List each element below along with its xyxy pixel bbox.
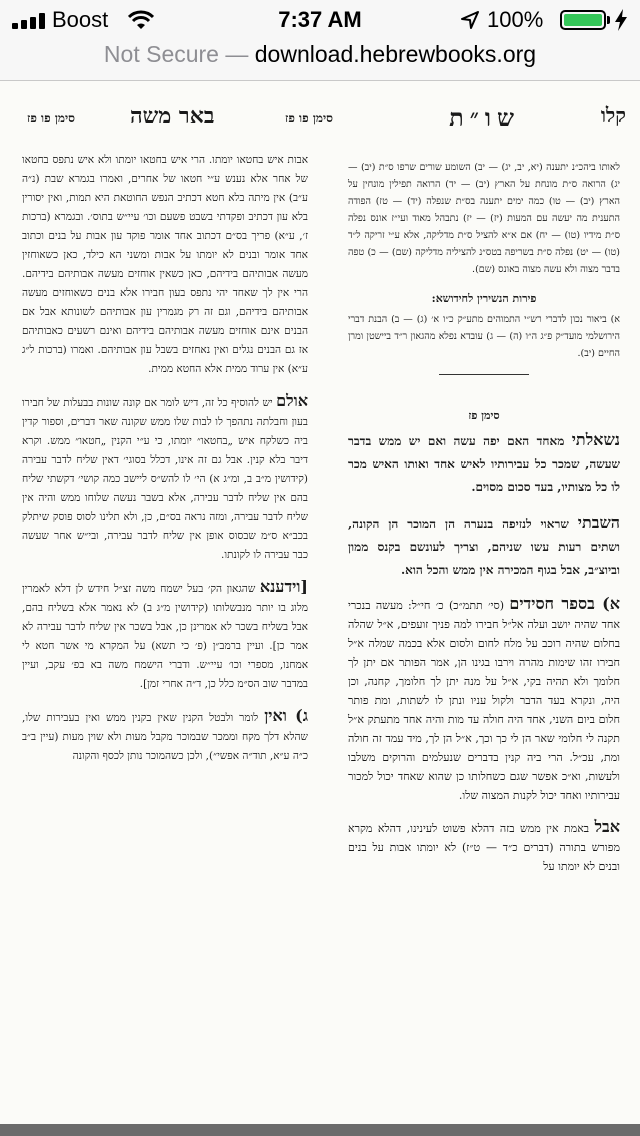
security-indicator: Not Secure [103, 41, 219, 67]
left-paragraph-2-lead: אולם [276, 391, 308, 410]
left-paragraph-3 [22, 577, 308, 694]
left-paragraph-2 [22, 391, 308, 565]
page-number: קלו [600, 103, 626, 127]
left-paragraph-1: אבות איש בחטאו יומתו. הרי איש בחטאו יומתו ולא איש נתפס בחטאו של אחר אלא נענש ע״י חטאו של אחרים, ואמרו בגמרא שבת (נ״ה ע״ב) אין מיתה בלא חטא דכתיב הנפש החוטאת היא תמות, ואין יסורין בלא עון דכתיב ופקדתי בשבט פשעם וכו׳ עיי״ש בתוס׳. ובגמרא (ברכות ז׳, ע״א) פריך בס״ם דכתוב אחד אומר פוקד עון אבות על בנים וכתוב אחד אומר ובנים לא יומתו על אבות ומשני הא כילד, כאן כשאוחזין מעשה אבותיהם בידיהם, כאן כשאין אוחזים מעשה אבותיהם בידיהם. הרי אין לך שאחד יהי נתפס בעון חבירו אלא בנים כשאוחזים מעשה אבותיהם בידיהם, וגם זה רק מגמרין עון אבותיהם לשונותא אבל אם הבנים אינם אוחזים מעשה אבותיהם בידיהם ואינם רשעים כאבותיהם אז גם הבנים נגלים ואין נאחזים בשבל עון אבותיהם. ואמרו (ברכות ל״ג ע״א) אין ערוד ממית אלא החטא ממית. [22, 154, 308, 375]
left-paragraph-4-lead: ג) ואין [264, 706, 308, 725]
url-domain: download.hebrewbooks.org [254, 41, 537, 67]
notes-paragraph: א) ביאור נכון לדברי רש״י התמוהים מתע״ק כ״ו א׳ (ג) — ב) הבנת דברי הירושלמי מועד״ק פ״ג ה״ו (ה) — ג) עובדא נפלא מהגאון ר״ד ביישטן ומרן החיים (יב). [348, 314, 620, 359]
book-name: באר משה [130, 103, 215, 129]
question-paragraph [348, 428, 620, 499]
battery-icon [560, 10, 606, 30]
left-paragraph-4 [22, 706, 308, 766]
left-paragraph-3-lead: [וידענא [259, 577, 308, 596]
answer-lead: השבתי [577, 513, 620, 532]
left-column [22, 151, 308, 778]
bottom-toolbar-edge [0, 1124, 640, 1136]
section1-lead: א) בספר חסידים [509, 594, 620, 613]
notes-heading: פירות הנשירין לחידושא: [431, 292, 537, 305]
section2-text: באמת אין ממש בזה דהלא פשוט לעינינו, דהלא מקרא מפורש בתורה (דברים כ״ד — ט״ז) לא יומתו אבות על בנים ובנים לא יומתו על [348, 822, 620, 873]
carrier-name: Boost [52, 7, 109, 32]
question-lead: נשאלתי [571, 430, 620, 449]
location-arrow-icon [461, 11, 479, 29]
section2-paragraph [348, 817, 620, 876]
siman-reference-left: סימן פו פז [27, 111, 75, 125]
left-paragraph-4-text: לומר ולבטל הקנין שאין בקנין ממש ואין בעבירות שלו, שהלא דלך מקח וממכר שבמוכר מקבל מעות ולא שוין מעות (עיין ב״ב כ״ה ע״א, תוד״ה אפשי״), ולכן כשהמוכר נותן לכסף והקונה [22, 712, 308, 762]
answer-text: שראוי לנזיפה בנערה הן המוכר הן הקונה, ושתים רעות עשו שניהם, וצריך לעונשם בקנס ממון וביוצ״ב, אבל בגוף המכירה אין ממש והכל הוא. [348, 517, 620, 577]
right-column [348, 159, 620, 888]
section1-paragraph [348, 594, 620, 805]
address-bar[interactable] [0, 40, 640, 81]
url-separator: — [225, 41, 249, 67]
index-paragraph: לאותו ביהכ״נ יתענה (יא, יב, יג) — יב) השומע שורים שרפו ס״ת (יב) — יג) הרואה ס״ת מונחת על הארץ (יב) — יד) הרואה תפילין מונחין על הארץ (יב) — טו) כמה ימים יתענה בס״ת שנפלה (יד) — טז) הפודה התענית מה יעשה עם המעות (יז) — יז) נתבהל מאוד ועי״ז אונס נפלה ס״ת מידיו (טו) — יח) אם א״א להציל ס״ת מדליקה, אלא ע״י זריקה ל״ד (טו) — יט) נפלה ס״ת בשריפה בטס״נ להציליה מדליקה (שם) — כ) טפה בדבר מצוה ולא עשה מצוה באונס (שם). [348, 162, 620, 275]
section2-lead: אבל [594, 817, 621, 836]
answer-paragraph [348, 511, 620, 582]
book-page[interactable] [0, 81, 640, 1124]
status-time: 7:37 AM [278, 7, 362, 32]
battery-nub [607, 16, 610, 24]
question-text: מאחד האם יפה עשה ואם יש ממש בדבר שעשה, שמכר כל עבירותיו לאיש אחד ואותו האיש מכר לו כל מצותיו, בעד סכום מסוים. [348, 434, 620, 494]
siman-reference: סימן פו פז [285, 111, 333, 125]
siman-heading: סימן פז [468, 409, 500, 422]
status-bar [0, 0, 640, 40]
charging-bolt-icon [614, 9, 628, 31]
section-divider [439, 374, 529, 375]
battery-level-fill [564, 14, 602, 26]
left-paragraph-3-text: שהגאון הק׳ בעל ישמח משה זצ״ל חידש לן דלא לאמרין מלוג בו יותר מנבשלותו (קידושין מ״ג ב) לא נאמר אלא בשליח בהם, אבל בשליח בשכר לא אמרינן כן, אבל בשכר אין שליח לדבר עבירה לא אמר כן]. ועיין ברמב״ן (פ׳ כי תשא) על המקרא מי אשר חטא לי אמחנו, מספרי וכו׳ עיי״ש. ודברי הישמח משה בא בפ׳ עקב, ועיין במדבר שוב הס״מ כלל כן, ד״ה אחרי זמן]. [22, 583, 308, 690]
battery-percent: 100% [487, 7, 544, 32]
running-title: שו״ת [449, 103, 520, 132]
section1-text: (סי׳ תתמ״כ) כ׳ חי״ל: מעשה בנכרי אחד שהיה יושב ועלה אל״ל חבירו למה פניך זועפים, א״ל שהלה בחלום שהיה רוכב על מלח לחום ולסום אלא בכמה שמלה א״ל חבירו זהו שימות מהרה וירבו בגינו הן, אמר הפותר אם יתן לך חלומך ולא תהיה בקי, א״ל על מנה יתן לך חלומך, קחנה, וכן היה, ונקרא בעד הדבר ולקול עניו ונתן לו לשתות, ומת פותר חלום ביום השני, אחד היה חולה עד מות והיה אחד מתעתק א״ל תקנה לי חלומי שאר הן לי כך וכך, א״ל הן לך, מיד עמד זה חולה ומת, עכ״ל. הרי ביה קנין בדברים שנעלמים והרוקים משלבו ולעשות, וא״כ אפשר שגם כשחלותו כן שהוא שאחד יכול למכור עבירותיו ואחד יכול לקנות המצוה שלו. [348, 599, 620, 802]
left-paragraph-2-text: יש להוסיף כל זה, דיש לומר אם קונה שונות בבעלות של חבירו בעון וחבלתה נתהפך לו לבות שלו ממש שקונה שאר דברים, וספור קדין ביה כשלקח איש „בחטאו״ יומתו, כי ע״י הקנין „חטאו״ ממש. וקרא דיבר בלא קנין. אבל גם זה אינו, דכלל בסוגי׳ דאין שליח לדבר עבירה (קידושין מ״ב ב, ומ״ג א) הי׳ לו להש״ס ליישב כמה קושי׳ דקשתי שליח בהם אין שליח לדבר עבירה, אלא בשבר נעשה שלוחו ממש והיה אין שליח לדבר עבירה, ומזה נראה בס״ם, כן, ולא תלינו לסוס פוסק שיתלק בכב״א ס״מ שבסוס אופן אין שליח לדבר עבירה, ובי״ש אחר שעשה כבר עבירה לו לקונתו. [22, 397, 308, 561]
